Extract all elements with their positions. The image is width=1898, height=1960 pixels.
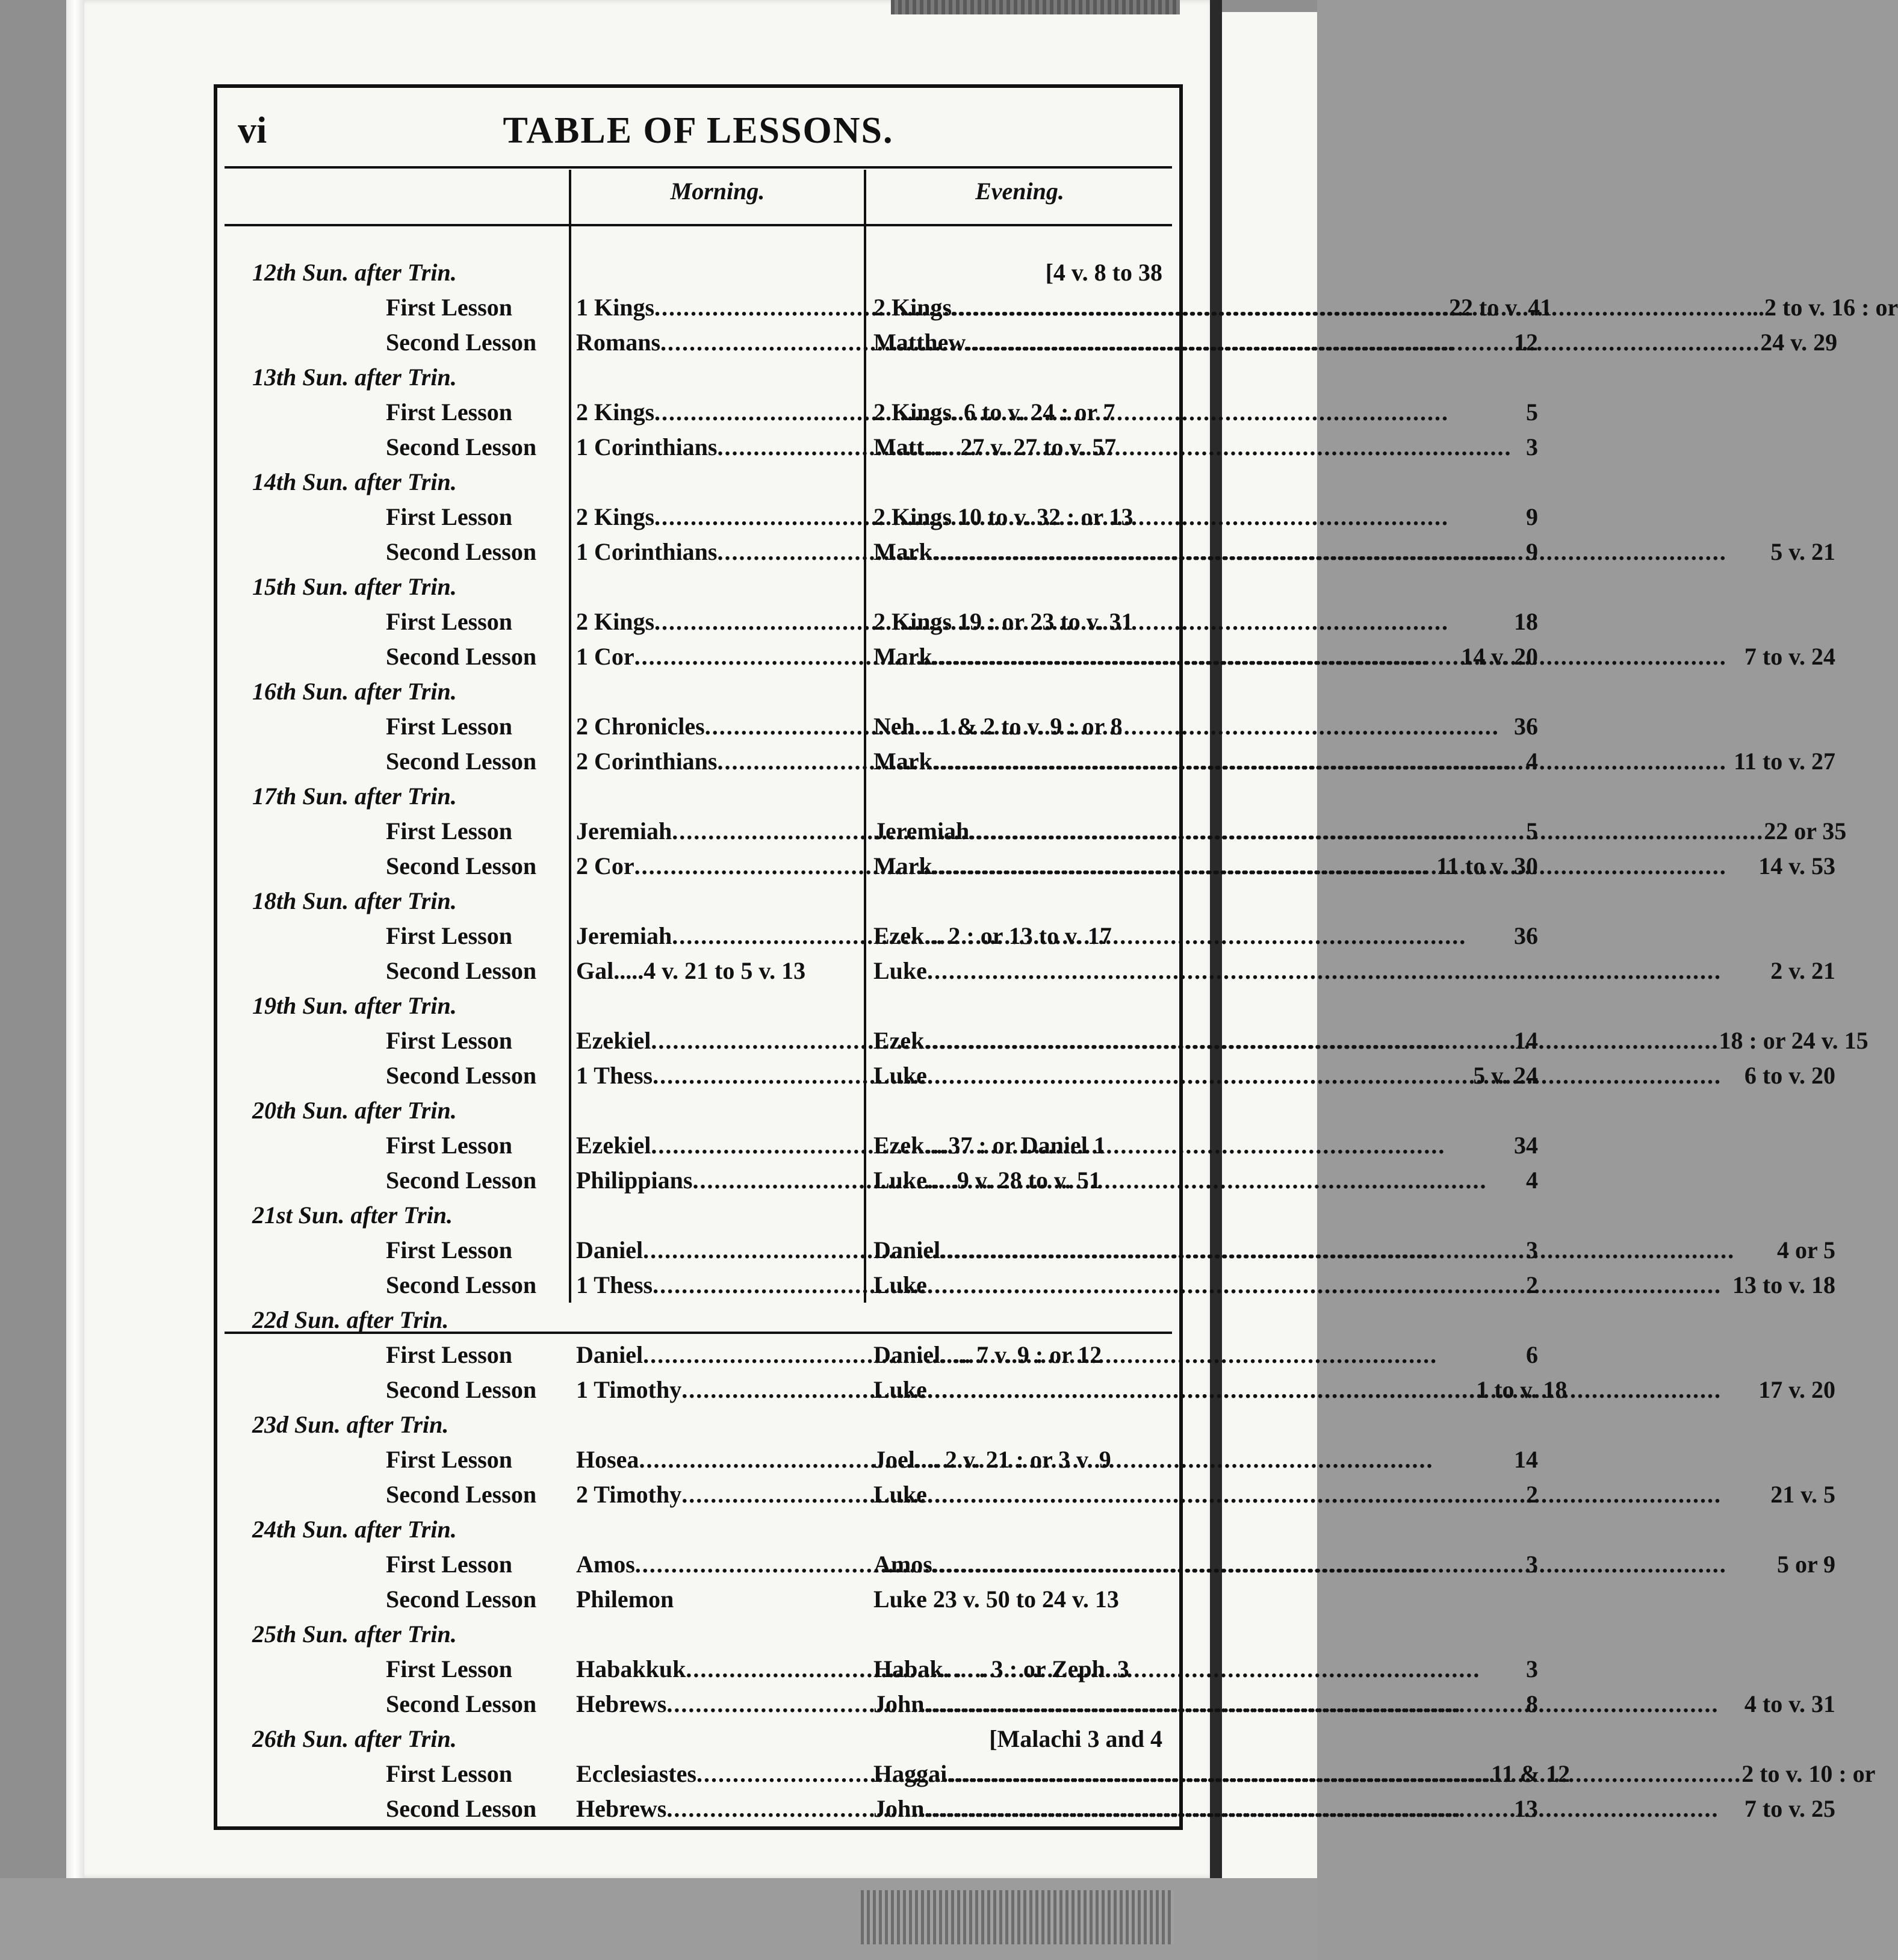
morning-book: Hebrews (576, 1795, 667, 1822)
evening-reading (873, 500, 1835, 535)
morning-book: Jeremiah (576, 817, 672, 845)
evening-reading (873, 1338, 1835, 1372)
evening-reference: 4 to v. 31 (1744, 1690, 1835, 1717)
morning-book: Ezekiel (576, 1132, 651, 1159)
lesson-label: Second Lesson (386, 748, 537, 775)
lesson-label: First Lesson (386, 1132, 512, 1159)
morning-book: 1 Timothy (576, 1376, 682, 1403)
morning-book: 1 Kings (576, 294, 655, 321)
sunday-heading-row (217, 988, 1179, 1023)
morning-reference: 8 (1526, 1690, 1538, 1717)
first-lesson-row (217, 500, 1538, 535)
second-lesson-row (217, 535, 1835, 569)
evening-reading (873, 1163, 1835, 1198)
leader-dots (927, 1268, 1732, 1303)
morning-book: 1 Cor (576, 643, 634, 670)
evening-book: 2 Kings. 6 to v. 24 : or 7 (873, 399, 1115, 426)
evening-book: Habak. . . . 3 : or Zeph. 3 (873, 1655, 1129, 1682)
morning-reference: 3 (1526, 1551, 1538, 1578)
evening-reading (873, 1372, 1835, 1407)
morning-book: Habakkuk (576, 1655, 686, 1682)
evening-reading (873, 395, 1835, 430)
first-lesson-row (217, 1233, 1835, 1268)
lesson-label: Second Lesson (386, 957, 537, 984)
second-lesson-row (217, 1687, 1835, 1722)
sunday-name: 18th Sun. after Trin. (252, 887, 457, 914)
evening-book: Ezek (873, 1027, 925, 1054)
evening-reading (873, 430, 1835, 465)
sunday-name: 12th Sun. after Trin. (252, 259, 457, 286)
leader-dots (932, 744, 1734, 779)
morning-reference: 9 (1526, 538, 1538, 565)
morning-book: 2 Timothy (576, 1481, 682, 1508)
lesson-label: Second Lesson (386, 1586, 537, 1613)
morning-book: 2 Corinthians (576, 748, 718, 775)
first-lesson-row (217, 1547, 1835, 1582)
evening-reading (873, 290, 1898, 325)
morning-reference: 1 to v. 18 (1476, 1376, 1568, 1403)
lesson-label: First Lesson (386, 503, 512, 530)
sunday-name: 17th Sun. after Trin. (252, 783, 457, 810)
morning-reference: 36 (1514, 922, 1538, 949)
sunday-heading-row (217, 255, 1179, 290)
evening-book: Joel.... 2 v. 21 : or 3 v. 9 (873, 1446, 1111, 1473)
lesson-label: Second Lesson (386, 1795, 537, 1822)
evening-reference: 5 or 9 (1776, 1551, 1835, 1578)
evening-reference: 7 to v. 25 (1744, 1795, 1835, 1822)
morning-book: Daniel (576, 1341, 644, 1368)
second-lesson-row (217, 954, 1835, 988)
evening-book: Luke (873, 957, 927, 984)
table-of-lessons-frame (214, 84, 1898, 1830)
evening-column-heading: Evening. (975, 178, 1064, 205)
morning-reference: 9 (1526, 503, 1538, 530)
evening-book: John (873, 1690, 925, 1717)
evening-book: Luke (873, 1271, 927, 1298)
morning-reference: 4 (1526, 748, 1538, 775)
sunday-heading-row (217, 1303, 1179, 1338)
morning-book: Philippians (576, 1167, 693, 1194)
evening-book: Luke (873, 1376, 927, 1403)
evening-reference: 17 v. 20 (1758, 1376, 1835, 1403)
morning-reference: 36 (1514, 713, 1538, 740)
evening-book: Jeremiah (873, 817, 970, 845)
lesson-label: First Lesson (386, 294, 512, 321)
sunday-heading-row (217, 1722, 1179, 1757)
morning-reference: 14 v. 20 (1461, 643, 1538, 670)
header-rule (225, 166, 1172, 169)
second-lesson-row (217, 1477, 1835, 1512)
leader-dots (925, 1687, 1744, 1722)
evening-reading (873, 814, 1847, 849)
leader-dots (932, 1547, 1777, 1582)
morning-book: Hosea (576, 1446, 639, 1473)
morning-reference: 14 (1514, 1446, 1538, 1473)
evening-reference: 4 or 5 (1776, 1236, 1835, 1264)
sunday-heading-row (217, 779, 1179, 814)
evening-reference: 22 or 35 (1764, 817, 1847, 845)
leader-dots (969, 814, 1764, 849)
evening-reading (873, 1791, 1835, 1826)
first-lesson-row (217, 604, 1538, 639)
morning-column-heading: Morning. (670, 178, 765, 205)
first-lesson-row (217, 919, 1538, 954)
evening-reading (873, 325, 1838, 360)
evening-reference: 14 v. 53 (1758, 852, 1835, 879)
evening-book: John (873, 1795, 925, 1822)
lesson-label: First Lesson (386, 1760, 512, 1787)
evening-reference: 21 v. 5 (1770, 1481, 1835, 1508)
evening-reading (873, 1547, 1835, 1582)
evening-book: Ezek... 2 : or 13 to v. 17 (873, 922, 1112, 949)
second-lesson-row (217, 325, 1838, 360)
morning-reference: 5 v. 24 (1473, 1062, 1538, 1089)
morning-book: 2 Chronicles (576, 713, 705, 740)
second-lesson-row (217, 1163, 1538, 1198)
leader-dots (924, 1023, 1719, 1058)
morning-book: Amos (576, 1551, 635, 1578)
morning-book: 1 Thess (576, 1062, 653, 1089)
page-header (232, 110, 1165, 158)
evening-continuation: [4 v. 8 to 38 (1045, 259, 1162, 286)
lesson-label: First Lesson (386, 1655, 512, 1682)
first-lesson-row (217, 709, 1538, 744)
morning-book: 1 Corinthians (576, 538, 718, 565)
sunday-name: 22d Sun. after Trin. (252, 1306, 449, 1333)
evening-book: Ezek....37 : or Daniel 1 (873, 1132, 1106, 1159)
morning-book: Ezekiel (576, 1027, 651, 1054)
leader-dots (952, 290, 1746, 325)
sunday-name: 25th Sun. after Trin. (252, 1620, 457, 1648)
lesson-label: Second Lesson (386, 329, 537, 356)
evening-book: Mark (873, 538, 932, 565)
morning-book: Gal.....4 v. 21 to 5 v. 13 (576, 957, 806, 984)
morning-reference: 13 (1514, 1795, 1538, 1822)
morning-book: Jeremiah (576, 922, 672, 949)
morning-reference: 3 (1526, 433, 1538, 461)
lesson-label: First Lesson (386, 608, 512, 635)
evening-reference: ...2 to v. 16 : or (1746, 294, 1898, 321)
sunday-name: 21st Sun. after Trin. (252, 1202, 453, 1229)
evening-book: Haggai (873, 1760, 947, 1787)
evening-reference: 6 to v. 20 (1744, 1062, 1835, 1089)
leader-dots (927, 954, 1770, 988)
first-lesson-row (217, 814, 1847, 849)
morning-book: 2 Kings (576, 503, 655, 530)
lesson-label: Second Lesson (386, 1062, 537, 1089)
sunday-heading-row (217, 674, 1179, 709)
evening-reference: 11 to v. 27 (1734, 748, 1835, 775)
evening-book: Matthew (873, 329, 966, 356)
leader-dots (927, 1058, 1744, 1093)
leader-dots (966, 325, 1760, 360)
evening-reference: 7 to v. 24 (1744, 643, 1835, 670)
evening-book: 2 Kings 19 : or 23 to v. 31 (873, 608, 1134, 635)
evening-book: Mark (873, 643, 932, 670)
morning-book: Ecclesiastes (576, 1760, 696, 1787)
morning-book: 1 Thess (576, 1271, 653, 1298)
lesson-label: First Lesson (386, 1446, 512, 1473)
lesson-label: Second Lesson (386, 1167, 537, 1194)
morning-book: 1 Corinthians (576, 433, 718, 461)
lesson-label: Second Lesson (386, 1376, 537, 1403)
morning-reference: 5 (1526, 817, 1538, 845)
first-lesson-row (217, 290, 1898, 325)
page-folio: vi (238, 110, 267, 151)
evening-book: 2 Kings 10 to v. 32 : or 13 (873, 503, 1134, 530)
leader-dots (932, 535, 1770, 569)
page-title: TABLE OF LESSONS. (503, 110, 894, 151)
morning-book: 2 Kings (576, 608, 655, 635)
lesson-label: Second Lesson (386, 1690, 537, 1717)
evening-reading (873, 1477, 1835, 1512)
evening-reference: 18 : or 24 v. 15 (1719, 1027, 1869, 1054)
leader-dots (940, 1233, 1777, 1268)
evening-reading (873, 919, 1835, 954)
second-lesson-row (217, 1372, 1835, 1407)
sunday-heading-row (217, 1512, 1179, 1547)
sunday-name: 23d Sun. after Trin. (252, 1411, 449, 1438)
second-lesson-row (217, 849, 1835, 884)
morning-reference: 11 & 12 (1490, 1760, 1571, 1787)
evening-book: Luke (873, 1062, 927, 1089)
evening-reading (873, 1442, 1835, 1477)
sunday-heading-row (217, 360, 1179, 395)
sunday-name: 14th Sun. after Trin. (252, 468, 457, 495)
evening-reading (873, 1687, 1835, 1722)
evening-book: Luke (873, 1481, 927, 1508)
evening-reading (873, 1233, 1835, 1268)
morning-reference: 2 (1526, 1481, 1538, 1508)
lesson-label: First Lesson (386, 713, 512, 740)
evening-reading (873, 604, 1835, 639)
morning-reference: 22 to v. 41 (1449, 294, 1552, 321)
morning-reference: 18 (1514, 608, 1538, 635)
leader-dots (947, 1757, 1741, 1791)
evening-book: Luke 23 v. 50 to 24 v. 13 (873, 1586, 1119, 1613)
leader-dots (932, 639, 1744, 674)
second-lesson-row (217, 744, 1835, 779)
first-lesson-row (217, 1128, 1538, 1163)
morning-reference: 2 (1526, 1271, 1538, 1298)
second-lesson-row (217, 1791, 1835, 1826)
evening-reading (873, 1652, 1835, 1687)
evening-reading (873, 849, 1835, 884)
morning-reference: 3 (1526, 1655, 1538, 1682)
sunday-name: 26th Sun. after Trin. (252, 1725, 457, 1752)
leader-dots (927, 1372, 1758, 1407)
second-lesson-row (217, 430, 1538, 465)
leader-dots (932, 849, 1758, 884)
sunday-heading-row (217, 1407, 1179, 1442)
lesson-label: First Lesson (386, 817, 512, 845)
morning-book: 2 Kings (576, 399, 655, 426)
morning-reference: 14 (1514, 1027, 1538, 1054)
lesson-label: Second Lesson (386, 852, 537, 879)
evening-reference: 5 v. 21 (1770, 538, 1835, 565)
lessons-rows (217, 255, 1898, 1826)
evening-book: Mark (873, 852, 932, 879)
first-lesson-row (217, 1023, 1869, 1058)
evening-reading (873, 1268, 1835, 1303)
second-lesson-row (217, 1058, 1835, 1093)
morning-reference: 12 (1514, 329, 1538, 356)
lesson-label: Second Lesson (386, 1271, 537, 1298)
evening-reading (873, 1058, 1835, 1093)
sunday-name: 13th Sun. after Trin. (252, 364, 457, 391)
column-head-rule (225, 224, 1172, 226)
lesson-label: Second Lesson (386, 433, 537, 461)
evening-reading (873, 535, 1835, 569)
lesson-label: First Lesson (386, 1236, 512, 1264)
evening-continuation: [Malachi 3 and 4 (989, 1725, 1162, 1752)
page-edges (66, 0, 84, 1878)
morning-reference: 34 (1514, 1132, 1538, 1159)
sunday-name: 20th Sun. after Trin. (252, 1097, 457, 1124)
lesson-label: Second Lesson (386, 538, 537, 565)
evening-reading (873, 1582, 1835, 1617)
morning-reference: 5 (1526, 399, 1538, 426)
first-lesson-row (217, 395, 1538, 430)
evening-book: Luke.....9 v. 28 to v. 51 (873, 1167, 1101, 1194)
morning-book: Daniel (576, 1236, 644, 1264)
evening-book: 2 Kings (873, 294, 952, 321)
tape-strip-top (891, 0, 1180, 14)
lesson-label: Second Lesson (386, 1481, 537, 1508)
morning-reference: 11 to v. 30 (1436, 852, 1538, 879)
leader-dots (925, 1791, 1744, 1826)
sunday-name: 24th Sun. after Trin. (252, 1516, 457, 1543)
sunday-heading-row (217, 569, 1179, 604)
second-lesson-row (217, 1582, 1179, 1617)
morning-reference: 3 (1526, 1236, 1538, 1264)
morning-book: Romans (576, 329, 661, 356)
leader-dots (927, 1477, 1770, 1512)
evening-reading (873, 1023, 1869, 1058)
lesson-label: First Lesson (386, 1341, 512, 1368)
morning-book: 2 Cor (576, 852, 634, 879)
sunday-name: 19th Sun. after Trin. (252, 992, 457, 1019)
morning-reference: 6 (1526, 1341, 1538, 1368)
lesson-label: First Lesson (386, 1551, 512, 1578)
first-lesson-row (217, 1757, 1876, 1791)
evening-reading (873, 709, 1835, 744)
tape-strip-bottom (861, 1890, 1174, 1944)
evening-reference: 2 v. 21 (1770, 957, 1835, 984)
sunday-heading-row (217, 1198, 1179, 1233)
evening-reading (873, 639, 1835, 674)
evening-book: Neh. . 1 & 2 to v. 9 : or 8 (873, 713, 1123, 740)
sunday-heading-row (217, 1093, 1179, 1128)
sunday-heading-row (217, 884, 1179, 919)
second-lesson-row (217, 1268, 1835, 1303)
evening-reference: 2 to v. 10 : or (1741, 1760, 1876, 1787)
sunday-heading-row (217, 1617, 1179, 1652)
lesson-label: First Lesson (386, 922, 512, 949)
evening-book: Daniel (873, 1236, 941, 1264)
evening-reference: 24 v. 29 (1760, 329, 1838, 356)
morning-reference: 4 (1526, 1167, 1538, 1194)
sunday-name: 16th Sun. after Trin. (252, 678, 457, 705)
first-lesson-row (217, 1338, 1538, 1372)
evening-book: Daniel..... 7 v. 9 : or 12 (873, 1341, 1102, 1368)
morning-book: Philemon (576, 1586, 674, 1613)
lesson-label: Second Lesson (386, 643, 537, 670)
evening-reading (873, 954, 1835, 988)
evening-book: Mark (873, 748, 932, 775)
sunday-name: 15th Sun. after Trin. (252, 573, 457, 600)
evening-reading (873, 1128, 1835, 1163)
evening-book: Amos (873, 1551, 932, 1578)
evening-book: Matt..... 27 v. 27 to v. 57 (873, 433, 1117, 461)
first-lesson-row (217, 1652, 1538, 1687)
lesson-label: First Lesson (386, 399, 512, 426)
second-lesson-row (217, 639, 1835, 674)
evening-reading (873, 744, 1835, 779)
lesson-label: First Lesson (386, 1027, 512, 1054)
evening-reference: 13 to v. 18 (1732, 1271, 1835, 1298)
evening-reading (873, 1757, 1876, 1791)
morning-book: Hebrews (576, 1690, 667, 1717)
sunday-heading-row (217, 465, 1179, 500)
first-lesson-row (217, 1442, 1538, 1477)
